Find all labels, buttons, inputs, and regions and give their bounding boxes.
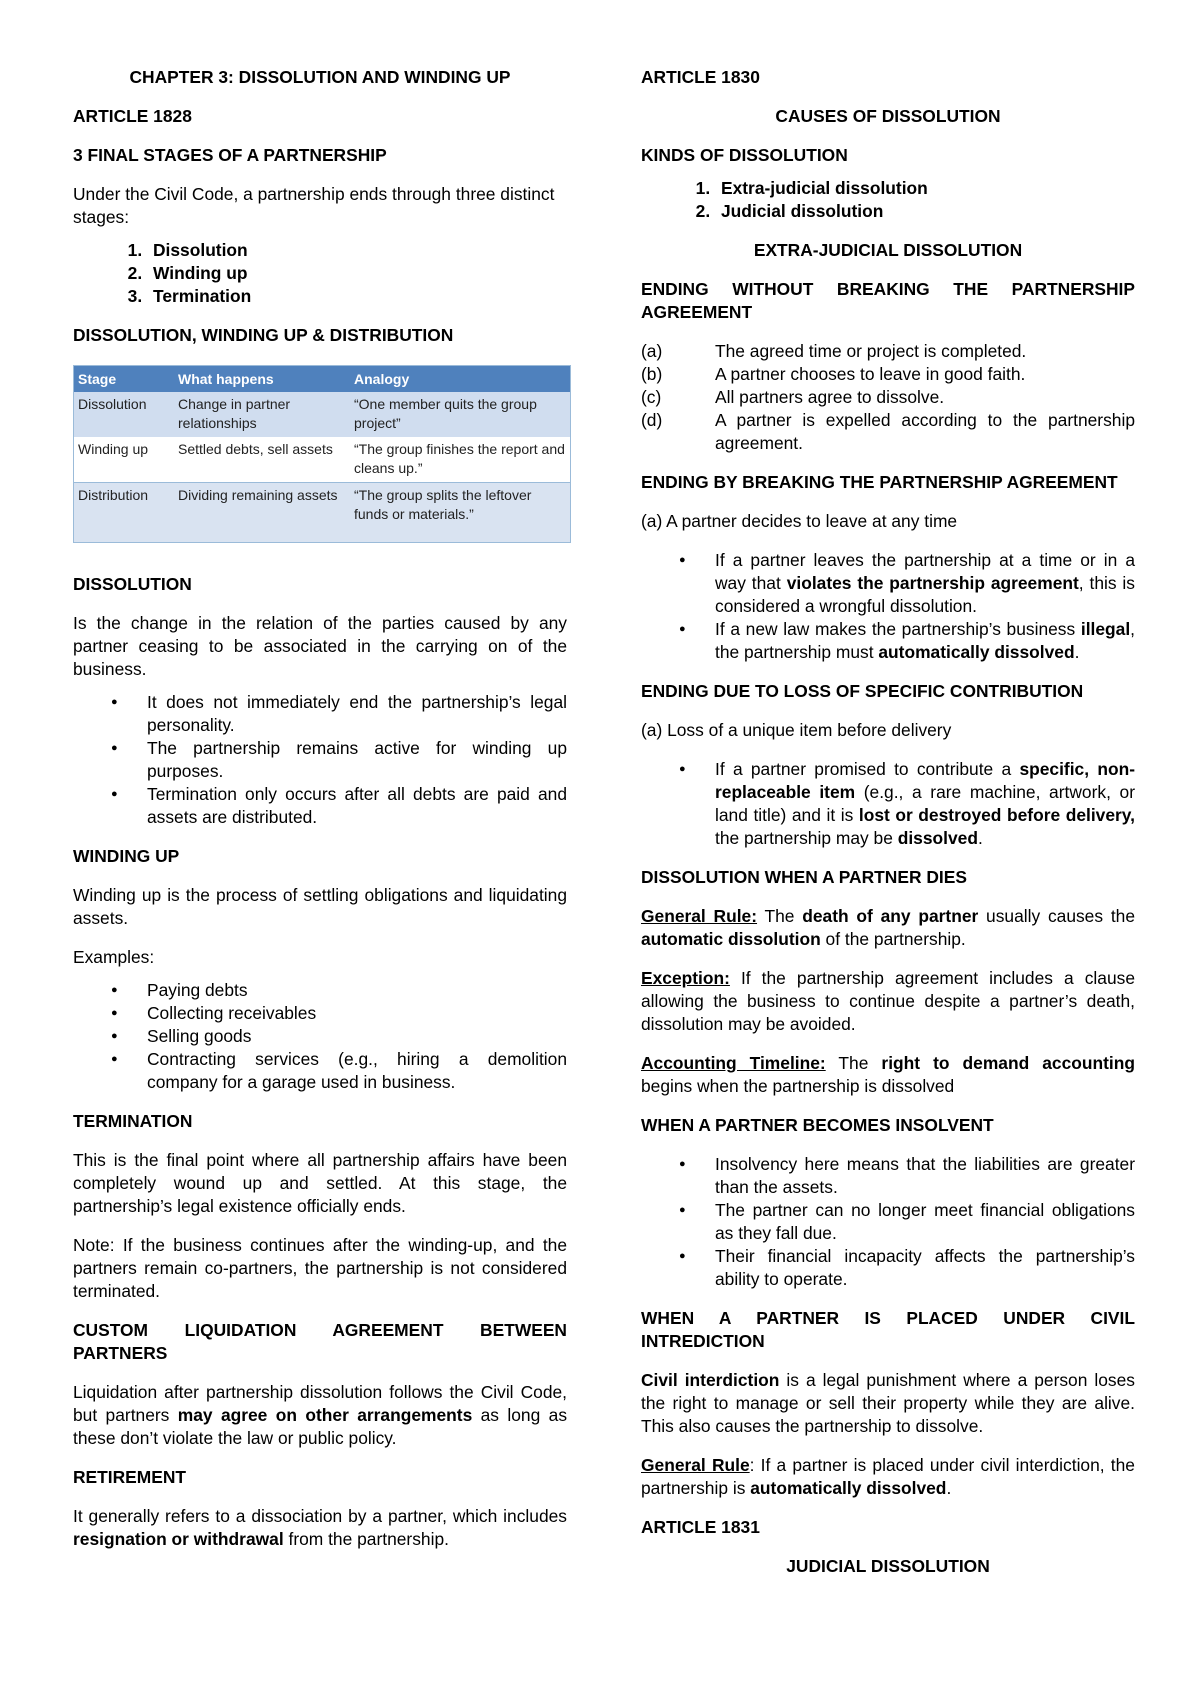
text-run-bold: automatically dissolved [878,642,1075,662]
text-run: . [946,1478,952,1498]
list-text: All partners agree to dissolve. [715,387,945,407]
article-1831-heading: ARTICLE 1831 [641,1517,760,1537]
list-text: A partner is expelled according to the partnership agreement. [715,410,1135,453]
text-run-bold: automatic dissolution [641,929,821,949]
list-item: 1. Dissolution [147,239,567,262]
table-row [74,483,571,543]
text-run: begins when the partnership is dissolved [641,1076,955,1096]
kinds-list [641,177,1135,223]
table-cell: Dividing remaining assets [174,483,350,543]
text-run: as long as these don’t violate the law or public policy. [73,1405,568,1448]
list-item: 3. Termination [147,285,567,308]
text-run-bold: specific, non-replaceable item [715,759,1135,802]
dies-exception [641,967,1135,1036]
table-header-cell: Analogy [350,366,571,393]
list-item: 2. Winding up [147,262,567,285]
retirement-text [73,1505,567,1551]
interdiction-general-rule [641,1454,1135,1500]
table-heading: DISSOLUTION, WINDING UP & DISTRIBUTION [73,325,454,345]
custom-liquidation-heading: CUSTOM LIQUIDATION AGREEMENT BETWEEN PARTNERS [73,1320,567,1363]
text-run: , this is considered a wrongful dissolution. [715,573,1135,616]
list-marker: (c) [641,387,662,407]
causes-heading: CAUSES OF DISSOLUTION [775,106,1001,126]
exception-label: Exception: [641,968,730,988]
text-run: . [977,828,983,848]
table-header-cell: What happens [174,366,350,393]
text-run: (e.g., a rare machine, artwork, or land title) and it is [715,782,1135,825]
text-run: from the partnership. [283,1529,449,1549]
custom-liquidation-text [73,1381,567,1450]
text-run: If a partner leaves the partnership at a time or in a way that [715,550,1135,593]
list-marker: (d) [641,410,663,430]
article-1830-heading: ARTICLE 1830 [641,67,760,87]
text-run-bold: automatically dissolved [750,1478,947,1498]
loss-heading: ENDING DUE TO LOSS OF SPECIFIC CONTRIBUTION [641,681,1084,701]
text-run: It generally refers to a dissociation by a partner, which includes [73,1506,567,1526]
interdiction-definition [641,1369,1135,1438]
list-item: 2. Judicial dissolution [715,200,1135,223]
text-run-bold: illegal [1080,619,1131,639]
left-column [73,66,567,1567]
text-run-bold: Civil interdiction [641,1370,780,1390]
table-cell: Dissolution [74,392,175,437]
loss-bullets [641,758,1135,850]
text-run: If a partner promised to contribute a [715,759,1020,779]
final-stages-intro: Under the Civil Code, a partnership ends through three distinct stages: [73,184,555,227]
table-row [74,392,571,437]
kinds-heading: KINDS OF DISSOLUTION [641,145,848,165]
stages-table [73,365,571,543]
table-header-cell: Stage [74,366,175,393]
text-run-bold: resignation or withdrawal [73,1529,284,1549]
breaking-item-a: (a) A partner decides to leave at any time [641,511,958,531]
text-run: the partnership may be [715,828,898,848]
dissolution-definition: Is the change in the relation of the parties caused by any partner ceasing to be associated in the carrying on of the business. [73,613,567,679]
text-run: , the partnership must [715,619,1135,662]
text-run-bold: lost or destroyed before delivery, [858,805,1135,825]
table-cell: Settled debts, sell assets [174,437,350,483]
table-cell: “The group finishes the report and cleans up.” [350,437,571,483]
text-run: The [757,906,803,926]
list-item [641,340,1135,363]
list-item [641,363,1135,386]
list-marker: (b) [641,364,663,384]
list-marker: (a) [641,341,663,361]
timeline-label: Accounting Timeline: [641,1053,826,1073]
dissolution-heading: DISSOLUTION [73,574,192,594]
table-cell: Winding up [74,437,175,483]
text-run: If a new law makes the partnership’s business [715,619,1081,639]
extra-judicial-heading: EXTRA-JUDICIAL DISSOLUTION [753,240,1023,260]
text-run-bold: violates the partnership agreement [786,573,1079,593]
general-rule-label: General Rule: [641,906,758,926]
list-item: ● Paying debts [147,979,567,1002]
termination-definition: This is the final point where all partnership affairs have been completely wound up and settled. At this stage, the partnership’s legal existence officially ends. [73,1150,567,1216]
accounting-timeline [641,1052,1135,1098]
text-run: : If a partner is placed under civil interdiction, the partnership is [641,1455,1135,1498]
text-run: is a legal punishment where a person loses the right to manage or sell their property while they are alive. This also causes the partnership to dissolve. [641,1370,1135,1436]
winding-up-definition: Winding up is the process of settling obligations and liquidating assets. [73,885,567,928]
examples-list [73,979,567,1094]
list-item [715,549,1135,618]
termination-heading: TERMINATION [73,1111,193,1131]
list-item: ● Their financial incapacity affects the partnership’s ability to operate. [715,1245,1135,1291]
list-item: ● The partner can no longer meet financial obligations as they fall due. [715,1199,1135,1245]
list-item: ● Collecting receivables [147,1002,567,1025]
table-cell: Change in partner relationships [174,392,350,437]
text-run: Liquidation after partnership dissolution follows the Civil Code, but partners [73,1382,567,1425]
termination-note: Note: If the business continues after the winding-up, and the partners remain co-partners, the partnership is not considered terminated. [73,1235,567,1301]
text-run: of the partnership. [820,929,966,949]
list-item: 1. Extra-judicial dissolution [715,177,1135,200]
text-run: . [1074,642,1080,662]
right-column [641,66,1135,1594]
chapter-title: CHAPTER 3: DISSOLUTION AND WINDING UP [129,67,511,87]
without-breaking-list [641,340,1135,455]
text-run: If the partnership agreement includes a clause allowing the business to continue despite a partner’s death, dissolution may be avoided. [641,968,1135,1034]
list-item [641,409,1135,455]
loss-item-a: (a) Loss of a unique item before delivery [641,720,952,740]
breaking-heading: ENDING BY BREAKING THE PARTNERSHIP AGREEMENT [641,472,1118,492]
examples-label: Examples: [73,947,155,967]
list-text: A partner chooses to leave in good faith. [715,364,1026,384]
table-header-row [74,366,571,393]
text-run-bold: may agree on other arrangements [177,1405,473,1425]
list-item: ● Termination only occurs after all debts are paid and assets are distributed. [147,783,567,829]
text-run-bold: right to demand accounting [881,1053,1135,1073]
list-item: ● Insolvency here means that the liabilities are greater than the assets. [715,1153,1135,1199]
list-item: ● Selling goods [147,1025,567,1048]
retirement-heading: RETIREMENT [73,1467,187,1487]
list-text: The agreed time or project is completed. [715,341,1027,361]
stages-list [73,239,567,308]
table-cell: “One member quits the group project” [350,392,571,437]
without-breaking-heading: ENDING WITHOUT BREAKING THE PARTNERSHIP AGREEMENT [641,279,1135,322]
list-item: ● Contracting services (e.g., hiring a demolition company for a garage used in business. [147,1048,567,1094]
dissolution-bullets [73,691,567,829]
insolvent-heading: WHEN A PARTNER BECOMES INSOLVENT [641,1115,994,1135]
interdiction-heading: WHEN A PARTNER IS PLACED UNDER CIVIL INTREDICTION [641,1308,1135,1351]
dies-general-rule [641,905,1135,951]
winding-up-heading: WINDING UP [73,846,180,866]
text-run: usually causes the [978,906,1136,926]
article-1828-heading: ARTICLE 1828 [73,106,192,126]
text-run-bold: dissolved [897,828,978,848]
table-row [74,437,571,483]
list-item: ● It does not immediately end the partnership’s legal personality. [147,691,567,737]
text-run-bold: death of any partner [802,906,979,926]
insolvent-bullets [641,1153,1135,1291]
list-item [641,386,1135,409]
table-cell: Distribution [74,483,175,543]
table-cell: “The group splits the leftover funds or materials.” [350,483,571,543]
final-stages-heading: 3 FINAL STAGES OF A PARTNERSHIP [73,145,387,165]
list-item: ● The partnership remains active for winding up purposes. [147,737,567,783]
general-rule-label: General Rule [641,1455,750,1475]
text-run: The [825,1053,882,1073]
partner-dies-heading: DISSOLUTION WHEN A PARTNER DIES [641,867,967,887]
breaking-bullets [641,549,1135,664]
judicial-dissolution-heading: JUDICIAL DISSOLUTION [786,1556,990,1576]
list-item [715,618,1135,664]
list-item [715,758,1135,850]
